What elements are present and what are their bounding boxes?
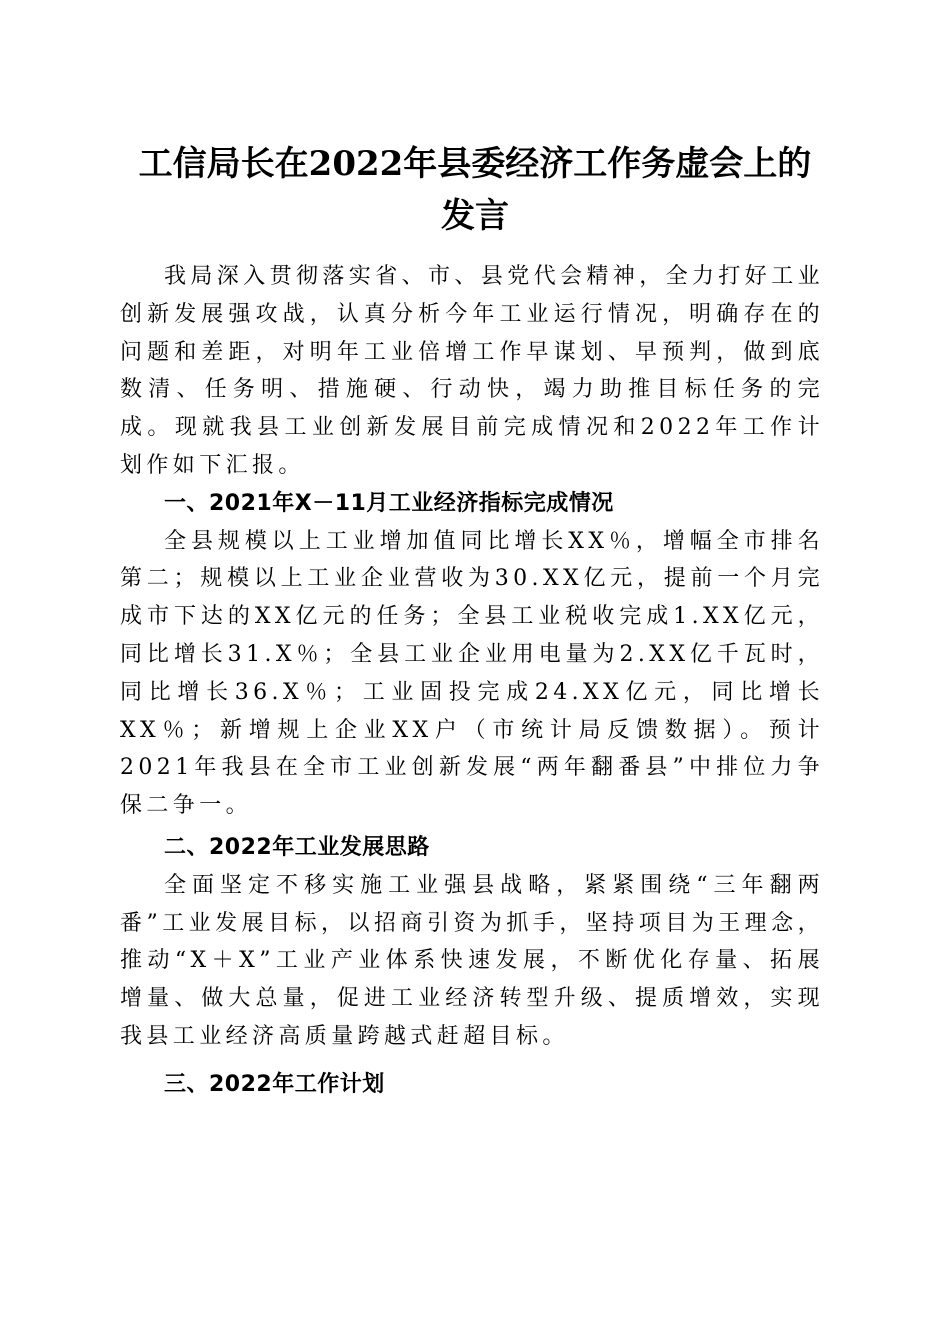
section-heading-3: 三、2022年工作计划: [164, 1071, 385, 1097]
section-heading-1: 一、2021年X－11月工业经济指标完成情况: [164, 490, 614, 516]
title-line-1: 工信局长在2022年县委经济工作务虚会上的: [138, 144, 812, 184]
intro-paragraph: 我局深入贯彻落实省、市、县党代会精神，全力打好工业创新发展强攻战，认真分析今年工业运行情况，明确存在的问题和差距，对明年工业倍增工作早谋划、早预判，做到底数清、任务明、措施硬、行动快，竭力助推目标任务的完成。现就我县工业创新发展目前完成情况和2022年工作计划作如下汇报。: [120, 264, 825, 478]
indicators-paragraph: 全县规模以上工业增加值同比增长XX％，增幅全市排名第二；规模以上工业企业营收为30.XX亿元，提前一个月完成市下达的XX亿元的任务；全县工业税收完成1.XX亿元，同比增长31.X％；全县工业企业用电量为2.XX亿千瓦时，同比增长36.X％；工业固投完成24.XX亿元，同比增长XX％；新增规上企业XX户（市统计局反馈数据）。预计2021年我县在全市工业创新发展“两年翻番县”中排位力争保二争一。: [120, 528, 824, 819]
development-paragraph: 全面坚定不移实施工业强县战略，紧紧围绕“三年翻两番”工业发展目标，以招商引资为抓手，坚持项目为王理念，推动“X＋X”工业产业体系快速发展，不断优化存量、拓展增量、做大总量，促进工业经济转型升级、提质增效，实现我县工业经济高质量跨越式赶超目标。: [120, 872, 824, 1049]
document-body: [120, 258, 824, 1104]
document-title: [110, 138, 840, 242]
spacer: [120, 1056, 824, 1066]
title-line-2: 发言: [441, 196, 509, 236]
section-heading-2: 二、2022年工业发展思路: [164, 834, 430, 860]
